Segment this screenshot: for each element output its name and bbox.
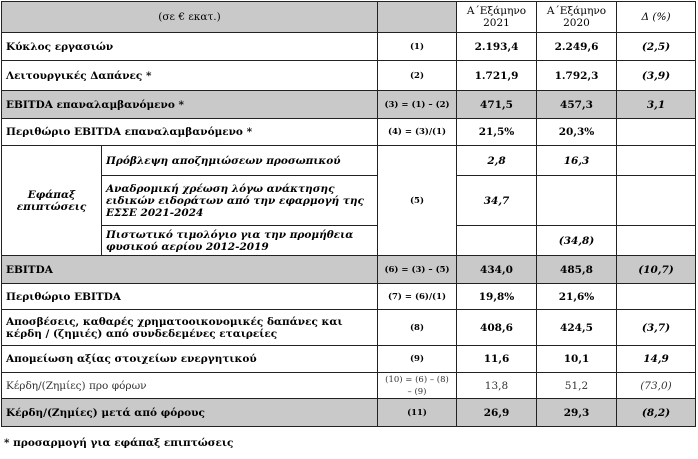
ref-header	[378, 2, 457, 33]
table-row	[2, 284, 696, 310]
one-off-item-label: Πιστωτικό τιμολόγιο για την προμήθεια φυσικού αερίου 2012-2019	[102, 226, 378, 256]
one-off-row	[2, 226, 696, 256]
one-off-ref: (5)	[378, 146, 457, 256]
financial-results-table	[1, 1, 696, 427]
table-row	[2, 399, 696, 427]
one-off-item-label: Αναδρομική χρέωση λόγω ανάκτησης ειδικών ειδοράτων από την εφαρμογή της ΕΣΣΕ 2021-2024	[102, 176, 378, 226]
row-label: Αποσβέσεις, καθαρές χρηματοοικονομικές δαπάνες και κέρδη / (ζημιές) από συνδεδεμένες εταιρείες	[2, 310, 378, 346]
value-2021	[457, 226, 537, 256]
row-ref: (6) = (3) – (5)	[378, 256, 457, 284]
value-delta	[617, 284, 696, 310]
value-2021: 1.721,9	[457, 61, 537, 91]
value-2021: 19,8%	[457, 284, 537, 310]
table-row	[2, 119, 696, 146]
value-2020: 2.249,6	[537, 33, 617, 61]
row-label: EBITDA επαναλαμβανόμενο *	[2, 91, 378, 119]
row-ref: (11)	[378, 399, 457, 427]
table-row	[2, 346, 696, 373]
footnote: * προσαρμογή για εφάπαξ επιπτώσεις	[4, 437, 234, 449]
row-label: Απομείωση αξίας στοιχείων ενεργητικού	[2, 346, 378, 373]
value-2020: 29,3	[537, 399, 617, 427]
value-2020: 424,5	[537, 310, 617, 346]
row-ref: (7) = (6)/(1)	[378, 284, 457, 310]
table-row	[2, 33, 696, 61]
row-ref: (9)	[378, 346, 457, 373]
value-2020: (34,8)	[537, 226, 617, 256]
value-delta: (2,5)	[617, 33, 696, 61]
value-delta: 3,1	[617, 91, 696, 119]
row-ref: (1)	[378, 33, 457, 61]
value-delta: (3,9)	[617, 61, 696, 91]
one-off-group-label: Εφάπαξ επιπτώσεις	[2, 146, 102, 256]
row-label: Κύκλος εργασιών	[2, 33, 378, 61]
table-row	[2, 310, 696, 346]
row-label: Κέρδη/(Ζημίες) μετά από φόρους	[2, 399, 378, 427]
value-delta: (73,0)	[617, 373, 696, 399]
row-ref: (10) = (6) – (8) – (9)	[378, 373, 457, 399]
one-off-item-label: Πρόβλεψη αποζημιώσεων προσωπικού	[102, 146, 378, 176]
value-2020: 457,3	[537, 91, 617, 119]
value-2021: 11,6	[457, 346, 537, 373]
value-2020	[537, 176, 617, 226]
value-delta	[617, 226, 696, 256]
value-2021: 13,8	[457, 373, 537, 399]
value-2020: 10,1	[537, 346, 617, 373]
table-row	[2, 61, 696, 91]
value-2020: 485,8	[537, 256, 617, 284]
value-2021: 2.193,4	[457, 33, 537, 61]
value-2020: 51,2	[537, 373, 617, 399]
value-2021: 34,7	[457, 176, 537, 226]
value-2021: 26,9	[457, 399, 537, 427]
one-off-row	[2, 176, 696, 226]
row-label: Λειτουργικές Δαπάνες *	[2, 61, 378, 91]
value-delta	[617, 176, 696, 226]
value-delta: 14,9	[617, 346, 696, 373]
value-delta	[617, 119, 696, 146]
value-2021: 434,0	[457, 256, 537, 284]
value-2020: 16,3	[537, 146, 617, 176]
table-header-row	[2, 2, 696, 33]
table-row	[2, 91, 696, 119]
table-row	[2, 256, 696, 284]
table-row	[2, 373, 696, 399]
row-ref: (3) = (1) – (2)	[378, 91, 457, 119]
value-2021: 471,5	[457, 91, 537, 119]
row-ref: (4) = (3)/(1)	[378, 119, 457, 146]
value-2021: 408,6	[457, 310, 537, 346]
row-label: Περιθώριο EBITDA	[2, 284, 378, 310]
value-delta: (10,7)	[617, 256, 696, 284]
value-delta: (3,7)	[617, 310, 696, 346]
row-label: Κέρδη/(Ζημίες) προ φόρων	[2, 373, 378, 399]
year-2021-header: Α΄Εξάμηνο 2021	[457, 2, 537, 33]
value-delta	[617, 146, 696, 176]
value-2020: 20,3%	[537, 119, 617, 146]
year-2020-header: Α΄Εξάμηνο 2020	[537, 2, 617, 33]
row-ref: (2)	[378, 61, 457, 91]
value-delta: (8,2)	[617, 399, 696, 427]
units-header: (σε € εκατ.)	[2, 2, 378, 33]
delta-header: Δ (%)	[617, 2, 696, 33]
value-2020: 21,6%	[537, 284, 617, 310]
value-2020: 1.792,3	[537, 61, 617, 91]
row-label: Περιθώριο EBITDA επαναλαμβανόμενο *	[2, 119, 378, 146]
value-2021: 21,5%	[457, 119, 537, 146]
value-2021: 2,8	[457, 146, 537, 176]
one-off-row	[2, 146, 696, 176]
row-ref: (8)	[378, 310, 457, 346]
row-label: EBITDA	[2, 256, 378, 284]
